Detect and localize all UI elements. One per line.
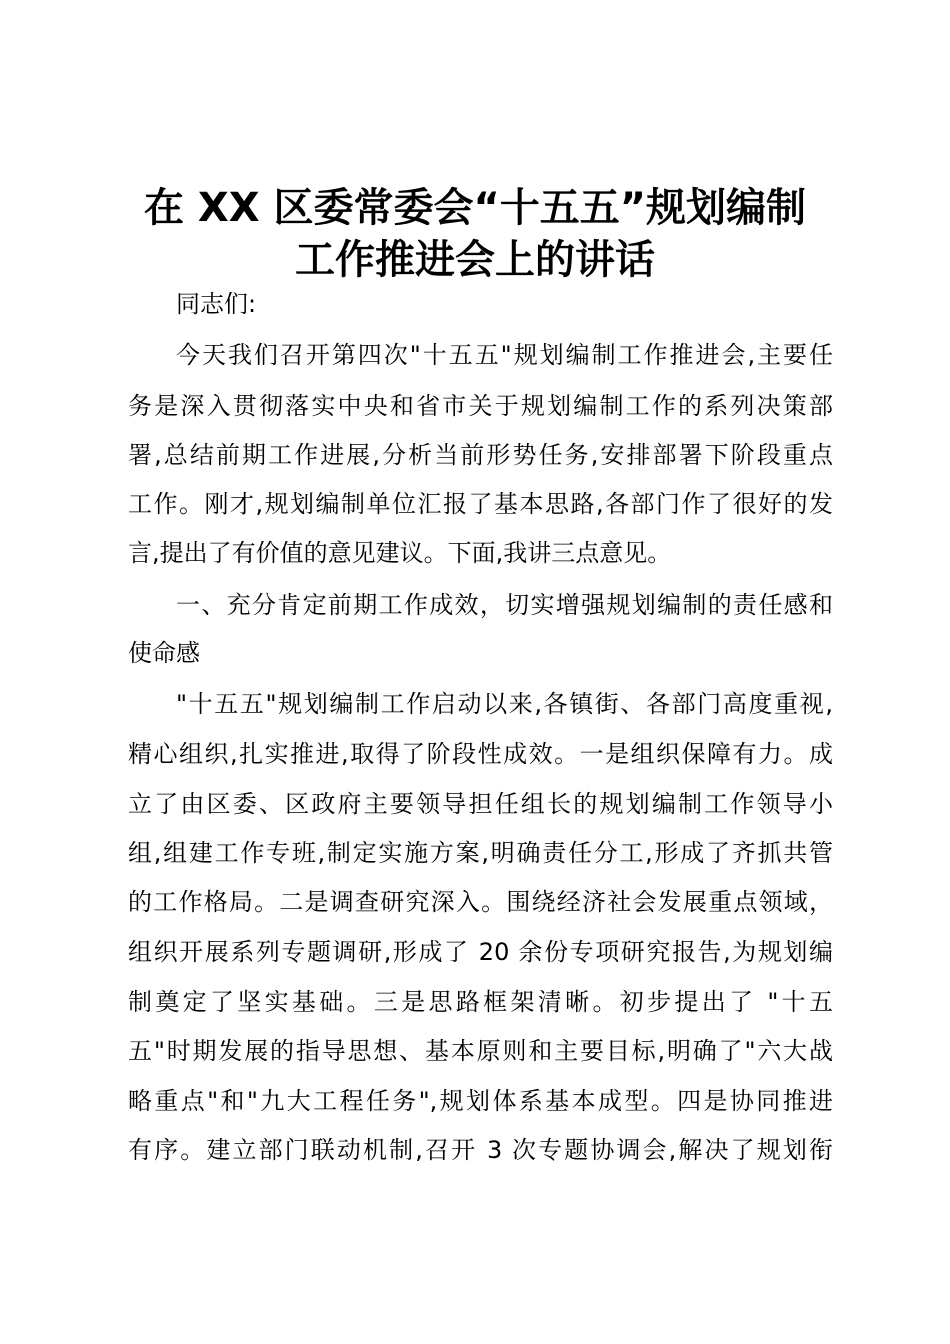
paragraph-2-line: 组织开展系列专题调研,形成了 20 余份专项研究报告,为规划编	[128, 938, 833, 966]
paragraph-1-line: 言,提出了有价值的意见建议。下面,我讲三点意见。	[128, 539, 672, 567]
paragraph-1-line: 工作。刚才,规划编制单位汇报了基本思路,各部门作了很好的发	[128, 490, 833, 518]
paragraph-2-line: 精心组织,扎实推进,取得了阶段性成效。一是组织保障有力。成	[128, 740, 833, 768]
paragraph-1-line: 署,总结前期工作进展,分析当前形势任务,安排部署下阶段重点	[128, 441, 833, 469]
paragraph-1-line: 务是深入贯彻落实中央和省市关于规划编制工作的系列决策部	[128, 392, 833, 420]
document-title-line-2: 工作推进会上的讲话	[295, 237, 655, 283]
paragraph-2-line: 略重点"和"九大工程任务",规划体系基本成型。四是协同推进	[128, 1087, 833, 1115]
document-title-line-1: 在 XX 区委常委会“十五五”规划编制	[143, 185, 807, 231]
paragraph-2-line: 有序。建立部门联动机制,召开 3 次专题协调会,解决了规划衔	[128, 1136, 833, 1164]
paragraph-2-line: 组,组建工作专班,制定实施方案,明确责任分工,形成了齐抓共管	[128, 839, 833, 867]
paragraph-2-line: 五"时期发展的指导思想、基本原则和主要目标,明确了"六大战	[128, 1037, 833, 1065]
paragraph-1-line: 今天我们召开第四次"十五五"规划编制工作推进会,主要任	[176, 341, 833, 369]
paragraph-2-line: "十五五"规划编制工作启动以来,各镇街、各部门高度重视,	[176, 690, 833, 718]
section-heading-1-line: 使命感	[128, 639, 200, 667]
salutation: 同志们:	[176, 290, 257, 318]
paragraph-2-line: 制奠定了坚实基础。三是思路框架清晰。初步提出了 "十五	[128, 988, 833, 1016]
section-heading-1-line: 一、充分肯定前期工作成效，切实增强规划编制的责任感和	[176, 591, 833, 619]
paragraph-2-line: 立了由区委、区政府主要领导担任组长的规划编制工作领导小	[128, 790, 833, 818]
paragraph-2-line: 的工作格局。二是调查研究深入。围绕经济社会发展重点领域，	[128, 888, 833, 916]
